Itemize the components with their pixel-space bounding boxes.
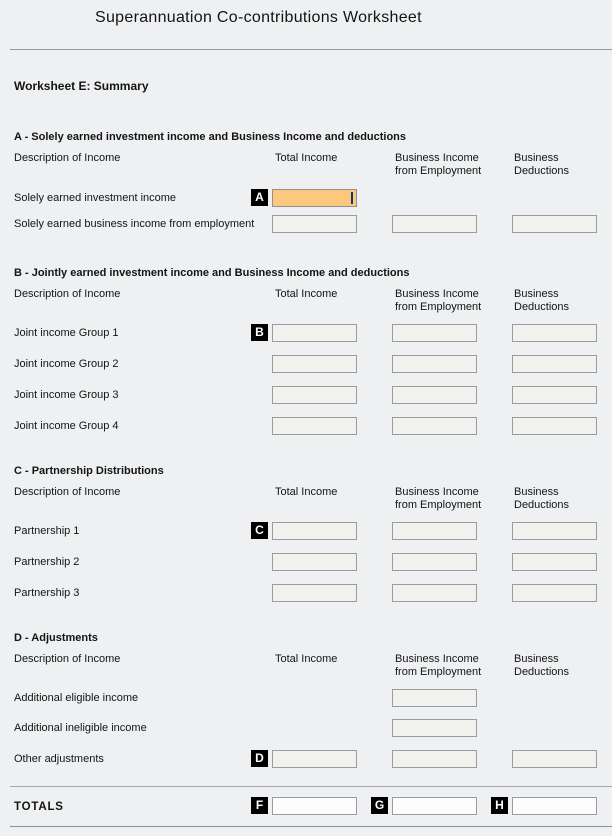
joint-group3-total-input[interactable]	[273, 387, 356, 403]
joint-group4-total-field[interactable]	[272, 417, 357, 435]
section-a-heading: A - Solely earned investment income and Business Income and deductions	[14, 131, 407, 143]
col-business-income-label	[395, 486, 510, 512]
section-d-column-headers	[0, 653, 612, 681]
partnership3-deductions-field[interactable]	[512, 584, 597, 602]
row-label: Joint income Group 2	[14, 358, 119, 370]
joint-group1-deductions-input[interactable]	[513, 325, 596, 341]
solely-investment-total-field[interactable]	[272, 189, 357, 207]
col-header-line: from Employment	[395, 499, 482, 511]
col-header-line: Deductions	[514, 666, 570, 678]
field-badge-f: F	[251, 797, 268, 814]
solely-business-income-employment-field[interactable]	[392, 215, 477, 233]
row-joint-income-group-4	[0, 417, 612, 435]
partnership2-business-income-input[interactable]	[393, 554, 476, 570]
joint-group2-total-input[interactable]	[273, 356, 356, 372]
joint-group3-total-field[interactable]	[272, 386, 357, 404]
other-adjustments-total-input[interactable]	[273, 751, 356, 767]
col-header-line: Business	[514, 653, 559, 665]
section-b-heading: B - Jointly earned investment income and Business Income and deductions	[14, 267, 410, 279]
section-c-heading: C - Partnership Distributions	[14, 465, 164, 477]
solely-business-income-employment-input[interactable]	[393, 216, 476, 232]
joint-group3-deductions-field[interactable]	[512, 386, 597, 404]
totals-h-input[interactable]	[513, 798, 596, 814]
partnership2-total-field[interactable]	[272, 553, 357, 571]
col-description-label: Description of Income	[14, 288, 121, 300]
other-adjustments-business-income-input[interactable]	[393, 751, 476, 767]
joint-group2-deductions-input[interactable]	[513, 356, 596, 372]
partnership2-business-income-field[interactable]	[392, 553, 477, 571]
additional-eligible-business-income-input[interactable]	[393, 690, 476, 706]
row-totals	[0, 797, 612, 815]
col-description-label: Description of Income	[14, 486, 121, 498]
partnership2-deductions-field[interactable]	[512, 553, 597, 571]
joint-group4-total-input[interactable]	[273, 418, 356, 434]
bottom-divider	[10, 826, 612, 827]
field-badge-c: C	[251, 522, 268, 539]
col-header-line: Business	[514, 486, 559, 498]
partnership1-business-income-field[interactable]	[392, 522, 477, 540]
worksheet-subtitle: Worksheet E: Summary	[14, 79, 149, 93]
row-label: Partnership 3	[14, 587, 80, 599]
row-partnership-3	[0, 584, 612, 602]
other-adjustments-total-field[interactable]	[272, 750, 357, 768]
col-header-line: Business Income	[395, 288, 479, 300]
joint-group1-total-field[interactable]	[272, 324, 357, 342]
col-header-line: Business Income	[395, 486, 479, 498]
row-additional-ineligible-income	[0, 719, 612, 737]
row-label: Other adjustments	[14, 753, 104, 765]
solely-business-total-input[interactable]	[273, 216, 356, 232]
solely-investment-total-input[interactable]	[273, 190, 356, 206]
col-header-line: Business	[514, 288, 559, 300]
text-caret	[351, 192, 353, 204]
partnership1-business-income-input[interactable]	[393, 523, 476, 539]
col-total-income-label: Total Income	[275, 152, 338, 164]
field-badge-h: H	[491, 797, 508, 814]
row-label: Solely earned business income from employment	[14, 218, 255, 230]
col-description-label: Description of Income	[14, 152, 121, 164]
row-solely-earned-business-income	[0, 215, 612, 233]
partnership1-total-field[interactable]	[272, 522, 357, 540]
row-joint-income-group-3	[0, 386, 612, 404]
row-label: Additional ineligible income	[14, 722, 147, 734]
col-header-line: Business	[514, 152, 559, 164]
col-header-line: Deductions	[514, 165, 570, 177]
joint-group2-deductions-field[interactable]	[512, 355, 597, 373]
row-additional-eligible-income	[0, 689, 612, 707]
joint-group1-business-income-field[interactable]	[392, 324, 477, 342]
row-label: Joint income Group 1	[14, 327, 119, 339]
partnership2-total-input[interactable]	[273, 554, 356, 570]
joint-group1-total-input[interactable]	[273, 325, 356, 341]
header-divider	[10, 49, 612, 50]
row-partnership-1	[0, 522, 612, 540]
col-header-line: Business Income	[395, 152, 479, 164]
joint-group1-business-income-input[interactable]	[393, 325, 476, 341]
col-business-deductions-label	[514, 152, 609, 178]
row-solely-earned-investment-income	[0, 189, 612, 207]
totals-g-field[interactable]	[392, 797, 477, 815]
totals-f-input[interactable]	[273, 798, 356, 814]
col-header-line: Deductions	[514, 499, 570, 511]
joint-group2-business-income-field[interactable]	[392, 355, 477, 373]
section-c-column-headers	[0, 486, 612, 514]
row-joint-income-group-1	[0, 324, 612, 342]
totals-f-field[interactable]	[272, 797, 357, 815]
solely-business-deductions-field[interactable]	[512, 215, 597, 233]
col-header-line: from Employment	[395, 301, 482, 313]
joint-group1-deductions-field[interactable]	[512, 324, 597, 342]
col-business-income-label	[395, 653, 510, 679]
partnership3-total-input[interactable]	[273, 585, 356, 601]
row-other-adjustments	[0, 750, 612, 768]
other-adjustments-deductions-field[interactable]	[512, 750, 597, 768]
partnership3-total-field[interactable]	[272, 584, 357, 602]
additional-eligible-business-income-field[interactable]	[392, 689, 477, 707]
solely-business-deductions-input[interactable]	[513, 216, 596, 232]
partnership1-deductions-field[interactable]	[512, 522, 597, 540]
joint-group4-deductions-field[interactable]	[512, 417, 597, 435]
col-header-line: from Employment	[395, 165, 482, 177]
col-total-income-label: Total Income	[275, 288, 338, 300]
section-b-column-headers	[0, 288, 612, 316]
row-label: Joint income Group 3	[14, 389, 119, 401]
row-joint-income-group-2	[0, 355, 612, 373]
other-adjustments-business-income-field[interactable]	[392, 750, 477, 768]
col-header-line: Business Income	[395, 653, 479, 665]
field-badge-a: A	[251, 189, 268, 206]
solely-business-total-field[interactable]	[272, 215, 357, 233]
col-business-deductions-label	[514, 653, 609, 679]
joint-group3-business-income-field[interactable]	[392, 386, 477, 404]
totals-h-field[interactable]	[512, 797, 597, 815]
joint-group2-total-field[interactable]	[272, 355, 357, 373]
col-total-income-label: Total Income	[275, 653, 338, 665]
totals-divider	[10, 786, 612, 787]
field-badge-g: G	[371, 797, 388, 814]
section-d-heading: D - Adjustments	[14, 632, 98, 644]
field-badge-b: B	[251, 324, 268, 341]
additional-ineligible-business-income-input[interactable]	[393, 720, 476, 736]
additional-ineligible-business-income-field[interactable]	[392, 719, 477, 737]
section-a-column-headers	[0, 152, 612, 180]
partnership3-business-income-input[interactable]	[393, 585, 476, 601]
joint-group2-business-income-input[interactable]	[393, 356, 476, 372]
partnership3-business-income-field[interactable]	[392, 584, 477, 602]
row-label: Partnership 1	[14, 525, 80, 537]
joint-group3-business-income-input[interactable]	[393, 387, 476, 403]
row-label: Joint income Group 4	[14, 420, 119, 432]
row-label: Additional eligible income	[14, 692, 139, 704]
joint-group4-deductions-input[interactable]	[513, 418, 596, 434]
partnership1-deductions-input[interactable]	[513, 523, 596, 539]
other-adjustments-deductions-input[interactable]	[513, 751, 596, 767]
joint-group4-business-income-input[interactable]	[393, 418, 476, 434]
row-label: Solely earned investment income	[14, 192, 177, 204]
col-business-deductions-label	[514, 288, 609, 314]
col-header-line: Deductions	[514, 301, 570, 313]
col-business-income-label	[395, 288, 510, 314]
col-total-income-label: Total Income	[275, 486, 338, 498]
partnership3-deductions-input[interactable]	[513, 585, 596, 601]
col-header-line: from Employment	[395, 666, 482, 678]
partnership1-total-input[interactable]	[273, 523, 356, 539]
joint-group3-deductions-input[interactable]	[513, 387, 596, 403]
totals-label: TOTALS	[14, 801, 64, 813]
col-description-label: Description of Income	[14, 653, 121, 665]
partnership2-deductions-input[interactable]	[513, 554, 596, 570]
totals-g-input[interactable]	[393, 798, 476, 814]
row-label: Partnership 2	[14, 556, 80, 568]
col-business-income-label	[395, 152, 510, 178]
page-title: Superannuation Co-contributions Worksheet	[95, 9, 422, 26]
field-badge-d: D	[251, 750, 268, 767]
row-partnership-2	[0, 553, 612, 571]
col-business-deductions-label	[514, 486, 609, 512]
joint-group4-business-income-field[interactable]	[392, 417, 477, 435]
